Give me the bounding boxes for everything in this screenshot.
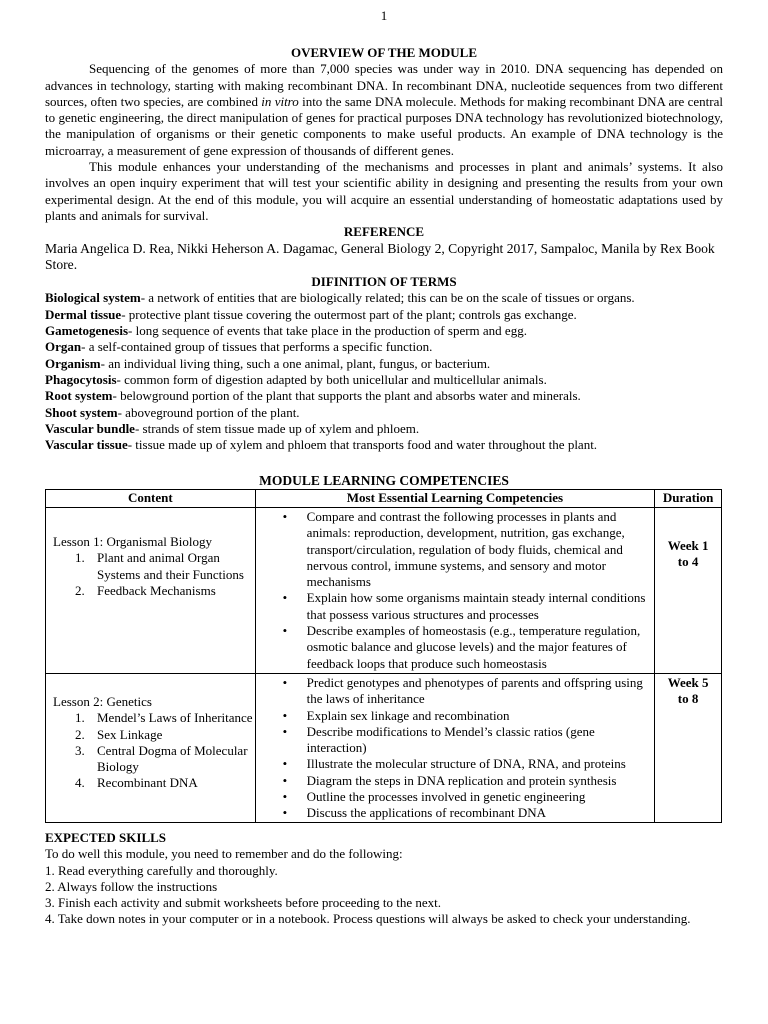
duration-cell [655, 673, 722, 822]
definition-text: - protective plant tissue covering the outermost part of the plant; controls gas exchange. [121, 306, 577, 322]
definition-term: Phagocytosis [45, 371, 117, 387]
competencies-heading: MODULE LEARNING COMPETENCIES [259, 473, 509, 488]
definition-item [45, 421, 723, 437]
definition-item [45, 437, 723, 453]
definition-text: - tissue made up of xylem and phloem that transports food and water throughout the plant. [127, 437, 598, 453]
definition-term: Shoot system [45, 404, 118, 420]
table-header-duration: Duration [655, 490, 722, 508]
competency-list [256, 675, 655, 822]
definition-term: Biological system [45, 290, 141, 306]
skills-item: 1. Read everything carefully and thoroughly. [45, 862, 278, 878]
definition-text: - common form of digestion adapted by both unicellular and multicellular animals. [116, 371, 547, 387]
lesson-topic-number: 4. [75, 775, 85, 791]
definition-term: Gametogenesis [45, 323, 129, 339]
definition-term: Organ [45, 339, 82, 355]
competencies-table [45, 489, 722, 823]
definition-text: - long sequence of events that take place in the production of sperm and egg. [128, 323, 527, 339]
duration-line-2: to 8 [677, 691, 699, 707]
lesson-topic-list [53, 710, 255, 791]
definition-text: - an individual living thing, such a one animal, plant, fungus, or bacterium. [100, 355, 491, 371]
lesson-topic [53, 743, 255, 776]
overview-heading: OVERVIEW OF THE MODULE [290, 45, 478, 60]
overview-paragraph-1 [45, 61, 723, 159]
skills-intro: To do well this module, you need to remember and do the following: [45, 846, 403, 862]
table-row [46, 508, 722, 674]
lesson-topic-text: Mendel’s Laws of Inheritance [97, 710, 253, 726]
overview-section [45, 45, 723, 453]
definition-item [45, 323, 723, 339]
competency-item: • Explain sex linkage and recombination [256, 708, 655, 724]
duration-line-2: to 4 [677, 554, 699, 570]
lesson-topic-number: 2. [75, 726, 85, 742]
lesson-topic-number: 1. [75, 550, 85, 566]
table-header-row [46, 490, 722, 508]
skills-heading: EXPECTED SKILLS [45, 830, 167, 845]
competencies-heading-wrap [45, 473, 723, 489]
lesson-topic [53, 550, 255, 583]
lesson-topic-text: Central Dogma of Molecular Biology [97, 742, 248, 775]
definition-term: Vascular bundle [45, 420, 135, 436]
definition-text: - strands of stem tissue made up of xylem and phloem. [134, 420, 420, 436]
lesson-topic [53, 775, 255, 791]
lesson-topic-text: Recombinant DNA [97, 775, 198, 791]
lesson-cell [46, 673, 256, 822]
lesson-title: Lesson 2: Genetics [53, 693, 152, 709]
lesson-topic [53, 710, 255, 726]
lesson-topic-number: 2. [75, 582, 85, 598]
lesson-topic-number: 1. [75, 710, 85, 726]
definition-item [45, 339, 723, 355]
definition-item [45, 356, 723, 372]
duration-cell [655, 508, 722, 674]
lesson-topic [53, 727, 255, 743]
expected-skills-section [45, 830, 723, 928]
lesson-topic-text: Sex Linkage [97, 726, 163, 742]
definition-text: - a self-contained group of tissues that performs a specific function. [81, 339, 433, 355]
definition-item [45, 290, 723, 306]
table-row [46, 673, 722, 822]
competency-item: • Describe modifications to Mendel’s classic ratios (gene interaction) [256, 724, 655, 757]
table-header-content: Content [46, 490, 256, 508]
competency-item: • Discuss the applications of recombinant DNA [256, 805, 655, 821]
lesson-title: Lesson 1: Organismal Biology [53, 534, 213, 549]
duration-line-1: Week 5 [667, 674, 709, 690]
lesson-topic-text: Plant and animal Organ Systems and their Functions [97, 550, 244, 582]
definition-item [45, 388, 723, 404]
definition-term: Vascular tissue [45, 437, 128, 453]
competency-cell [255, 508, 655, 674]
overview-p1-start: Sequencing of the genomes of more than 7,000 species was under way in 2010. DNA sequencing has depended on advances in technology, starting with making recombinant DNA. In recombinant DNA, nucleotide sequences from two different sources, often two species, are combined [45, 61, 723, 109]
page-number: 1 [380, 8, 388, 23]
definition-item [45, 372, 723, 388]
reference-heading: REFERENCE [343, 224, 425, 240]
competency-item: • Illustrate the molecular structure of DNA, RNA, and proteins [256, 756, 655, 772]
overview-paragraph-2: This module enhances your understanding of the mechanisms and processes in plant and animals’ systems. It also involves an open inquiry experiment that will test your scientific ability in designing and presenting the results from your own experimental design. At the end of this module, you will acquire an essential understanding of homeostatic adaptations used by plants and animals for survival. [45, 159, 723, 223]
lesson-topic-list [53, 550, 255, 599]
definition-text: - belowground portion of the plant that supports the plant and absorbs water and minerals. [112, 388, 581, 404]
competency-item: • Diagram the steps in DNA replication and protein synthesis [256, 773, 655, 789]
competency-item: • Predict genotypes and phenotypes of parents and offspring using the laws of inheritance [256, 675, 655, 708]
lesson-topic-text: Feedback Mechanisms [97, 582, 216, 598]
definition-item [45, 307, 723, 323]
table-header-competencies: Most Essential Learning Competencies [255, 490, 655, 508]
definition-term: Root system [45, 388, 113, 404]
definition-item [45, 405, 723, 421]
skills-item: 4. Take down notes in your computer or in a notebook. Process questions will always be asked to check your understanding. [45, 911, 691, 927]
lesson-topic [53, 583, 255, 599]
reference-text: Maria Angelica D. Rea, Nikki Heherson A. Dagamac, General Biology 2, Copyright 2017, Sampaloc, Manila by Rex Book Store. [45, 240, 715, 272]
competency-list [256, 509, 655, 672]
duration-line-1: Week 1 [667, 538, 709, 553]
overview-p1-italic: in vitro [261, 93, 299, 109]
definition-term: Organism [45, 355, 101, 371]
definition-text: - aboveground portion of the plant. [117, 404, 300, 420]
competency-item: • Outline the processes involved in genetic engineering [256, 789, 655, 805]
lesson-topic-number: 3. [75, 742, 85, 758]
definition-term: Dermal tissue [45, 306, 122, 322]
skills-item: 3. Finish each activity and submit worksheets before proceeding to the next. [45, 895, 442, 911]
competency-item: • Explain how some organisms maintain steady internal conditions that possess various structures and processes [256, 590, 655, 623]
skills-item: 2. Always follow the instructions [45, 878, 218, 894]
definitions-heading: DIFINITION OF TERMS [311, 274, 457, 290]
competency-item: • Describe examples of homeostasis (e.g., temperature regulation, osmotic balance and glucose levels) and the major features of feedback loops that produce such homeostasis [256, 623, 655, 672]
definition-list [45, 290, 723, 453]
competency-cell [255, 673, 655, 822]
competency-item: • Compare and contrast the following processes in plants and animals: reproduction, development, nutrition, gas exchange, transport/circulation, regulation of body fluids, chemical and nervous control, immune systems, and sensory and motor mechanisms [256, 509, 655, 590]
overview-p1-end: into the same DNA molecule. Methods for making recombinant DNA are central to genetic engineering, the direct manipulation of genes for practical purposes DNA technology has revolutionized biotechnology, the manipulation of organisms or their genetic components to make useful products. An example of DNA technology is the microarray, a measurement of gene expression of thousands of different genes. [45, 93, 724, 158]
definition-text: - a network of entities that are biologically related; this can be on the scale of tissues or organs. [140, 290, 635, 306]
lesson-cell [46, 508, 256, 674]
